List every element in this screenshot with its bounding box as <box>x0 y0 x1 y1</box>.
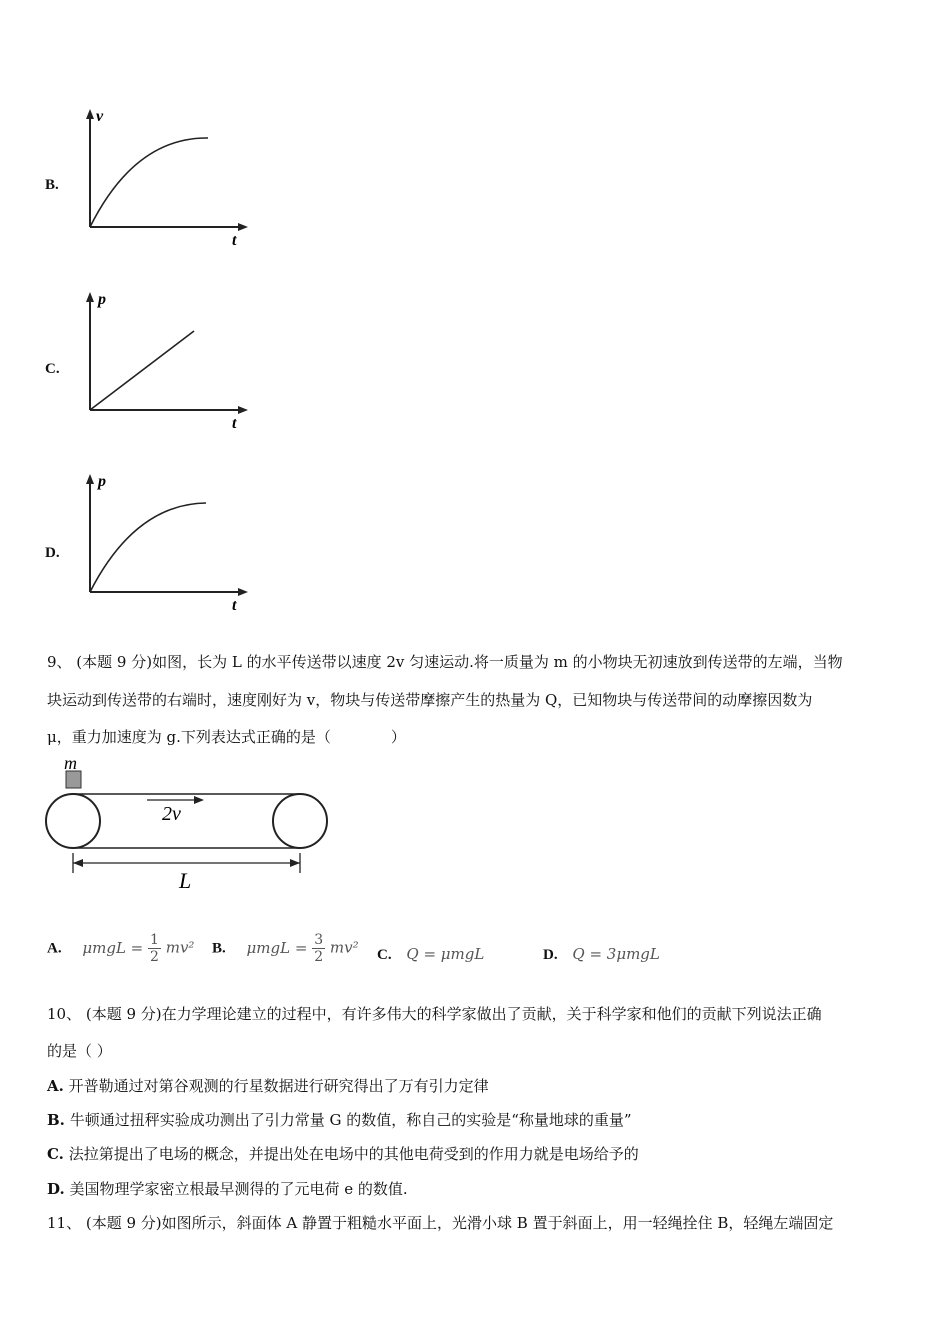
q9-option-a-num: 1 <box>150 932 159 948</box>
option-b-label: B. <box>45 177 59 193</box>
q10-option-b-label: B. <box>47 1111 65 1129</box>
q9-option-a-lhs: μmgL = <box>82 938 144 957</box>
option-d-label: D. <box>45 545 60 561</box>
graph-d-x-label: t <box>232 597 237 614</box>
q9-line-3: μ，重力加速度为 g.下列表达式正确的是（ ） <box>47 728 406 746</box>
graph-b <box>80 105 255 250</box>
graph-b-x-label: t <box>232 232 237 249</box>
graph-c <box>80 288 255 433</box>
right-pulley <box>273 794 327 848</box>
q9-option-d[interactable] <box>543 945 660 964</box>
q9-option-c[interactable] <box>377 945 484 964</box>
q9-option-b-label: B. <box>212 940 226 957</box>
q9-option-a-rhs: mv² <box>165 938 195 957</box>
q9-option-a-label: A. <box>47 940 62 957</box>
q11-line-1: 11、 (本题 9 分)如图所示，斜面体 A 静置于粗糙水平面上，光滑小球 B 置于斜面上，用一轻绳拴住 B，轻绳左端固定 <box>47 1214 834 1232</box>
q9-line-1: 9、 (本题 9 分)如图，长为 L 的水平传送带以速度 2v 匀速运动.将一质量为 m 的小物块无初速放到传送带的左端，当物 <box>47 653 843 671</box>
q10-option-c-label: C. <box>47 1145 64 1163</box>
q9-option-b-lhs: μmgL = <box>246 938 308 957</box>
q9-line-2: 块运动到传送带的右端时，速度刚好为 v，物块与传送带摩擦产生的热量为 Q，已知物块与传送带间的动摩擦因数为 <box>47 691 813 709</box>
graph-b-y-label: v <box>96 108 104 125</box>
graph-d-curve <box>90 503 206 592</box>
graph-c-y-label: p <box>98 291 106 308</box>
graph-c-x-label: t <box>232 415 237 432</box>
q9-option-c-label: C. <box>377 947 392 963</box>
q10-option-d-label: D. <box>47 1180 65 1198</box>
left-pulley <box>46 794 100 848</box>
q10-option-c[interactable] <box>47 1144 639 1164</box>
q9-option-a[interactable] <box>47 932 194 965</box>
q9-option-a-den: 2 <box>150 949 159 965</box>
q9-option-d-expr: Q = 3μmgL <box>572 945 660 963</box>
q10-line-2: 的是（ ） <box>47 1042 112 1060</box>
q9-option-b-num: 3 <box>314 932 324 948</box>
block-m <box>66 771 81 788</box>
q10-line-1: 10、 (本题 9 分)在力学理论建立的过程中，有许多伟大的科学家做出了贡献，关于科学家和他们的贡献下列说法正确 <box>47 1005 822 1023</box>
graph-d <box>80 470 255 615</box>
q9-option-b[interactable] <box>212 932 359 965</box>
length-label: L <box>179 868 192 893</box>
speed-label: 2v <box>162 803 181 825</box>
q9-option-b-den: 2 <box>314 949 324 965</box>
q9-option-d-label: D. <box>543 947 558 963</box>
q10-option-c-text: 法拉第提出了电场的概念，并提出处在电场中的其他电荷受到的作用力就是电场给予的 <box>68 1145 639 1163</box>
graph-d-y-label: p <box>98 473 106 490</box>
option-c-label: C. <box>45 361 60 377</box>
q10-option-a-text: 开普勒通过对第谷观测的行星数据进行研究得出了万有引力定律 <box>68 1077 489 1095</box>
mass-label: m <box>64 755 77 773</box>
q9-option-c-expr: Q = μmgL <box>406 945 485 963</box>
conveyor-belt-figure <box>42 755 342 895</box>
q9-option-b-rhs: mv² <box>329 938 359 957</box>
q10-option-a-label: A. <box>47 1077 64 1095</box>
q10-option-b-text: 牛顿通过扭秤实验成功测出了引力常量 G 的数值，称自己的实验是“称量地球的重量” <box>69 1111 632 1129</box>
graph-c-line <box>90 331 194 410</box>
q10-option-b[interactable] <box>47 1110 632 1130</box>
q10-option-d-text: 美国物理学家密立根最早测得的了元电荷 e 的数值. <box>69 1180 408 1198</box>
q10-option-d[interactable] <box>47 1179 408 1199</box>
graph-b-curve <box>90 138 208 227</box>
q10-option-a[interactable] <box>47 1076 489 1096</box>
